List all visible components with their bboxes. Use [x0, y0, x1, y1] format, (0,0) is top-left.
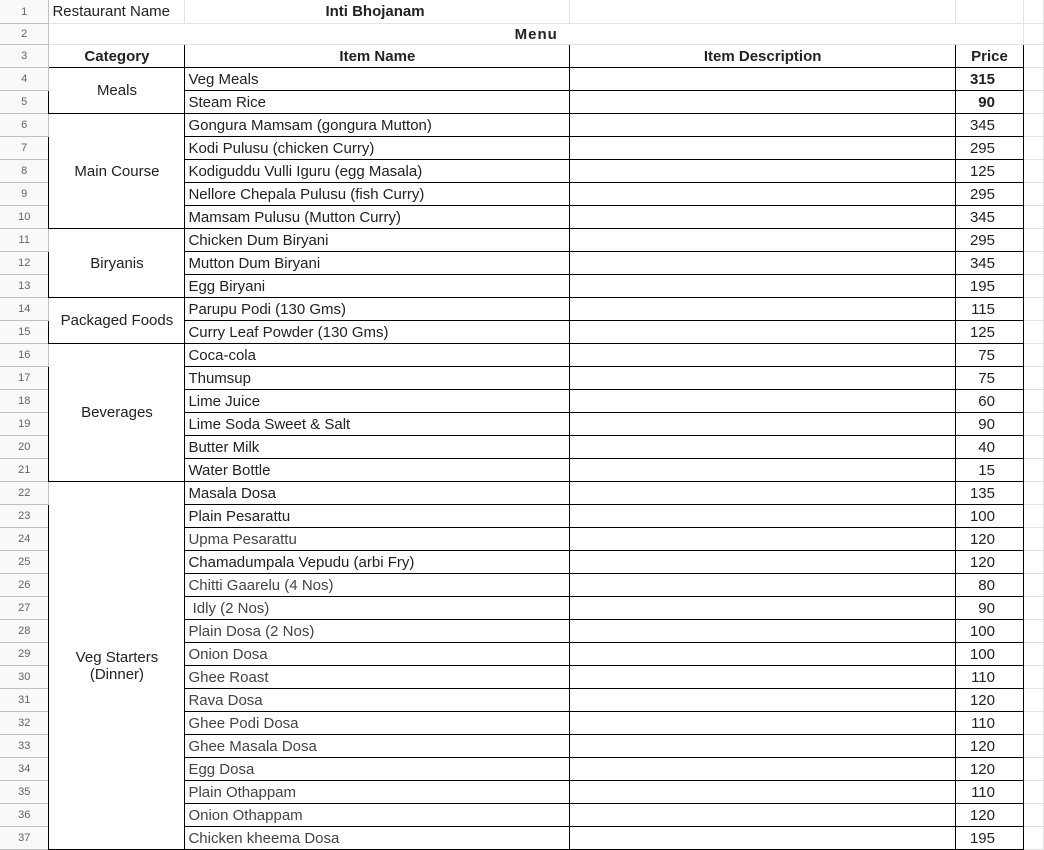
item-name-cell[interactable]: Kodi Pulusu (chicken Curry)	[185, 137, 570, 160]
item-name-cell[interactable]: Chitti Gaarelu (4 Nos)	[185, 574, 570, 597]
category-cell-main-course[interactable]: Main Course	[49, 114, 185, 229]
row-header[interactable]: 17	[0, 367, 49, 390]
item-name-cell[interactable]: Ghee Masala Dosa	[185, 735, 570, 758]
empty-cell[interactable]	[1023, 712, 1043, 735]
row-header[interactable]: 8	[0, 160, 49, 183]
empty-cell[interactable]	[1023, 804, 1043, 827]
item-name-cell[interactable]: Plain Othappam	[185, 781, 570, 804]
price-cell[interactable]: 75	[956, 344, 1024, 367]
empty-cell[interactable]	[1023, 482, 1043, 505]
empty-cell[interactable]	[1023, 574, 1043, 597]
price-cell[interactable]: 100	[956, 505, 1024, 528]
category-header[interactable]: Category	[49, 45, 185, 68]
empty-cell[interactable]	[1023, 390, 1043, 413]
item-description-cell[interactable]	[570, 551, 956, 574]
item-description-cell[interactable]	[570, 735, 956, 758]
price-cell[interactable]: 295	[956, 229, 1024, 252]
item-description-cell[interactable]	[570, 183, 956, 206]
empty-cell[interactable]	[1023, 666, 1043, 689]
empty-cell[interactable]	[1023, 160, 1043, 183]
row-header[interactable]: 4	[0, 68, 49, 91]
item-name-cell[interactable]: Ghee Roast	[185, 666, 570, 689]
item-description-cell[interactable]	[570, 643, 956, 666]
row-header[interactable]: 34	[0, 758, 49, 781]
category-cell-meals[interactable]: Meals	[49, 68, 185, 114]
row-header[interactable]: 6	[0, 114, 49, 137]
row-header[interactable]: 18	[0, 390, 49, 413]
item-name-cell[interactable]: Thumsup	[185, 367, 570, 390]
item-name-cell[interactable]: Coca-cola	[185, 344, 570, 367]
item-name-cell[interactable]: Egg Biryani	[185, 275, 570, 298]
row-header[interactable]: 29	[0, 643, 49, 666]
empty-cell[interactable]	[1023, 758, 1043, 781]
price-cell[interactable]: 110	[956, 781, 1024, 804]
item-description-cell[interactable]	[570, 114, 956, 137]
price-cell[interactable]: 135	[956, 482, 1024, 505]
item-description-cell[interactable]	[570, 275, 956, 298]
item-description-header[interactable]: Item Description	[570, 45, 956, 68]
item-name-cell[interactable]: Gongura Mamsam (gongura Mutton)	[185, 114, 570, 137]
row-header[interactable]: 19	[0, 413, 49, 436]
item-description-cell[interactable]	[570, 666, 956, 689]
item-description-cell[interactable]	[570, 321, 956, 344]
price-cell[interactable]: 110	[956, 712, 1024, 735]
row-header[interactable]: 31	[0, 689, 49, 712]
empty-cell[interactable]	[1023, 229, 1043, 252]
item-description-cell[interactable]	[570, 620, 956, 643]
empty-cell[interactable]	[570, 0, 956, 24]
row-header[interactable]: 25	[0, 551, 49, 574]
item-description-cell[interactable]	[570, 781, 956, 804]
row-header[interactable]: 23	[0, 505, 49, 528]
row-header[interactable]: 32	[0, 712, 49, 735]
empty-cell[interactable]	[1023, 183, 1043, 206]
empty-cell[interactable]	[1023, 137, 1043, 160]
price-cell[interactable]: 60	[956, 390, 1024, 413]
empty-cell[interactable]	[1023, 114, 1043, 137]
price-cell[interactable]: 40	[956, 436, 1024, 459]
item-name-cell[interactable]: Kodiguddu Vulli Iguru (egg Masala)	[185, 160, 570, 183]
empty-cell[interactable]	[1023, 0, 1043, 24]
item-name-cell[interactable]: Chicken Dum Biryani	[185, 229, 570, 252]
item-description-cell[interactable]	[570, 689, 956, 712]
empty-cell[interactable]	[1023, 206, 1043, 229]
empty-cell[interactable]	[1023, 643, 1043, 666]
price-cell[interactable]: 100	[956, 620, 1024, 643]
price-cell[interactable]: 100	[956, 643, 1024, 666]
row-header[interactable]: 24	[0, 528, 49, 551]
row-header[interactable]: 1	[0, 0, 49, 24]
row-header[interactable]: 7	[0, 137, 49, 160]
item-name-cell[interactable]: Chamadumpala Vepudu (arbi Fry)	[185, 551, 570, 574]
item-description-cell[interactable]	[570, 804, 956, 827]
item-description-cell[interactable]	[570, 68, 956, 91]
item-name-header[interactable]: Item Name	[185, 45, 570, 68]
item-name-cell[interactable]: Rava Dosa	[185, 689, 570, 712]
price-cell[interactable]: 195	[956, 275, 1024, 298]
item-name-cell[interactable]: Parupu Podi (130 Gms)	[185, 298, 570, 321]
empty-cell[interactable]	[1023, 344, 1043, 367]
restaurant-name-cell[interactable]: Inti Bhojanam	[185, 0, 570, 24]
price-cell[interactable]: 90	[956, 597, 1024, 620]
row-header[interactable]: 9	[0, 183, 49, 206]
row-header[interactable]: 15	[0, 321, 49, 344]
empty-cell[interactable]	[1023, 436, 1043, 459]
empty-cell[interactable]	[1023, 551, 1043, 574]
item-name-cell[interactable]: Mamsam Pulusu (Mutton Curry)	[185, 206, 570, 229]
item-description-cell[interactable]	[570, 505, 956, 528]
row-header[interactable]: 5	[0, 91, 49, 114]
item-description-cell[interactable]	[570, 91, 956, 114]
item-name-cell[interactable]: Water Bottle	[185, 459, 570, 482]
item-name-cell[interactable]: Steam Rice	[185, 91, 570, 114]
item-name-cell[interactable]: Plain Pesarattu	[185, 505, 570, 528]
item-description-cell[interactable]	[570, 597, 956, 620]
empty-cell[interactable]	[1023, 528, 1043, 551]
price-cell[interactable]: 120	[956, 758, 1024, 781]
row-header[interactable]: 16	[0, 344, 49, 367]
category-cell-packaged-foods[interactable]: Packaged Foods	[49, 298, 185, 344]
item-description-cell[interactable]	[570, 137, 956, 160]
empty-cell[interactable]	[1023, 781, 1043, 804]
price-header[interactable]: Price	[956, 45, 1024, 68]
empty-cell[interactable]	[1023, 24, 1043, 45]
price-cell[interactable]: 345	[956, 206, 1024, 229]
item-description-cell[interactable]	[570, 298, 956, 321]
item-name-cell[interactable]: Lime Juice	[185, 390, 570, 413]
row-header[interactable]: 37	[0, 827, 49, 850]
item-description-cell[interactable]	[570, 390, 956, 413]
price-cell[interactable]: 90	[956, 91, 1024, 114]
empty-cell[interactable]	[1023, 597, 1043, 620]
row-header[interactable]: 28	[0, 620, 49, 643]
item-description-cell[interactable]	[570, 482, 956, 505]
price-cell[interactable]: 125	[956, 321, 1024, 344]
empty-cell[interactable]	[1023, 689, 1043, 712]
item-description-cell[interactable]	[570, 574, 956, 597]
row-header[interactable]: 12	[0, 252, 49, 275]
item-name-cell[interactable]: Masala Dosa	[185, 482, 570, 505]
item-name-cell[interactable]: Onion Dosa	[185, 643, 570, 666]
empty-cell[interactable]	[1023, 298, 1043, 321]
item-name-cell[interactable]: Veg Meals	[185, 68, 570, 91]
empty-cell[interactable]	[1023, 321, 1043, 344]
price-cell[interactable]: 125	[956, 160, 1024, 183]
price-cell[interactable]: 120	[956, 689, 1024, 712]
item-description-cell[interactable]	[570, 206, 956, 229]
empty-cell[interactable]	[1023, 275, 1043, 298]
item-description-cell[interactable]	[570, 758, 956, 781]
item-description-cell[interactable]	[570, 367, 956, 390]
row-header[interactable]: 36	[0, 804, 49, 827]
price-cell[interactable]: 120	[956, 551, 1024, 574]
price-cell[interactable]: 120	[956, 735, 1024, 758]
price-cell[interactable]: 110	[956, 666, 1024, 689]
category-label-line2: (Dinner)	[89, 665, 145, 683]
empty-cell[interactable]	[1023, 252, 1043, 275]
empty-cell[interactable]	[1023, 620, 1043, 643]
empty-cell[interactable]	[1023, 735, 1043, 758]
price-cell[interactable]: 120	[956, 804, 1024, 827]
empty-cell[interactable]	[956, 0, 1024, 24]
price-cell[interactable]: 120	[956, 528, 1024, 551]
item-name-cell[interactable]: Idly (2 Nos)	[185, 597, 570, 620]
row-header[interactable]: 14	[0, 298, 49, 321]
item-name-cell[interactable]: Plain Dosa (2 Nos)	[185, 620, 570, 643]
item-description-cell[interactable]	[570, 413, 956, 436]
price-cell[interactable]: 295	[956, 183, 1024, 206]
price-cell[interactable]: 315	[956, 68, 1024, 91]
row-header[interactable]: 2	[0, 24, 49, 45]
item-name-cell[interactable]: Egg Dosa	[185, 758, 570, 781]
row-header[interactable]: 10	[0, 206, 49, 229]
category-cell-beverages[interactable]: Beverages	[49, 344, 185, 482]
item-name-cell[interactable]: Mutton Dum Biryani	[185, 252, 570, 275]
category-cell-biryanis[interactable]: Biryanis	[49, 229, 185, 298]
row-header[interactable]: 33	[0, 735, 49, 758]
item-name-cell[interactable]: Ghee Podi Dosa	[185, 712, 570, 735]
item-name-cell[interactable]: Curry Leaf Powder (130 Gms)	[185, 321, 570, 344]
empty-cell[interactable]	[1023, 91, 1043, 114]
row-header[interactable]: 11	[0, 229, 49, 252]
price-cell[interactable]: 90	[956, 413, 1024, 436]
category-label-line1: Veg Starters	[75, 648, 159, 666]
empty-cell[interactable]	[1023, 367, 1043, 390]
price-cell[interactable]: 345	[956, 252, 1024, 275]
item-description-cell[interactable]	[570, 344, 956, 367]
price-cell[interactable]: 80	[956, 574, 1024, 597]
item-name-cell[interactable]: Chicken kheema Dosa	[185, 827, 570, 850]
row-header[interactable]: 21	[0, 459, 49, 482]
item-description-cell[interactable]	[570, 528, 956, 551]
item-name-cell[interactable]: Upma Pesarattu	[185, 528, 570, 551]
price-cell[interactable]: 75	[956, 367, 1024, 390]
empty-cell[interactable]	[1023, 413, 1043, 436]
row-header[interactable]: 27	[0, 597, 49, 620]
item-description-cell[interactable]	[570, 459, 956, 482]
row-header[interactable]: 22	[0, 482, 49, 505]
item-description-cell[interactable]	[570, 160, 956, 183]
empty-cell[interactable]	[1023, 459, 1043, 482]
category-cell-veg-starters[interactable]	[49, 482, 185, 850]
item-name-cell[interactable]: Lime Soda Sweet & Salt	[185, 413, 570, 436]
item-description-cell[interactable]	[570, 712, 956, 735]
item-name-cell[interactable]: Butter Milk	[185, 436, 570, 459]
row-header[interactable]: 26	[0, 574, 49, 597]
item-description-cell[interactable]	[570, 252, 956, 275]
empty-cell[interactable]	[1023, 68, 1043, 91]
row-header[interactable]: 13	[0, 275, 49, 298]
price-cell[interactable]: 15	[956, 459, 1024, 482]
price-cell[interactable]: 345	[956, 114, 1024, 137]
item-name-cell[interactable]: Nellore Chepala Pulusu (fish Curry)	[185, 183, 570, 206]
row-header[interactable]: 20	[0, 436, 49, 459]
price-cell[interactable]: 195	[956, 827, 1024, 850]
empty-cell[interactable]	[1023, 505, 1043, 528]
restaurant-label-cell[interactable]: Restaurant Name	[49, 0, 185, 24]
item-description-cell[interactable]	[570, 436, 956, 459]
row-header[interactable]: 35	[0, 781, 49, 804]
menu-title-cell[interactable]: Menu	[49, 24, 1024, 45]
item-name-cell[interactable]: Onion Othappam	[185, 804, 570, 827]
empty-cell[interactable]	[1023, 45, 1043, 68]
row-header[interactable]: 30	[0, 666, 49, 689]
item-description-cell[interactable]	[570, 229, 956, 252]
row-header[interactable]: 3	[0, 45, 49, 68]
price-cell[interactable]: 115	[956, 298, 1024, 321]
price-cell[interactable]: 295	[956, 137, 1024, 160]
